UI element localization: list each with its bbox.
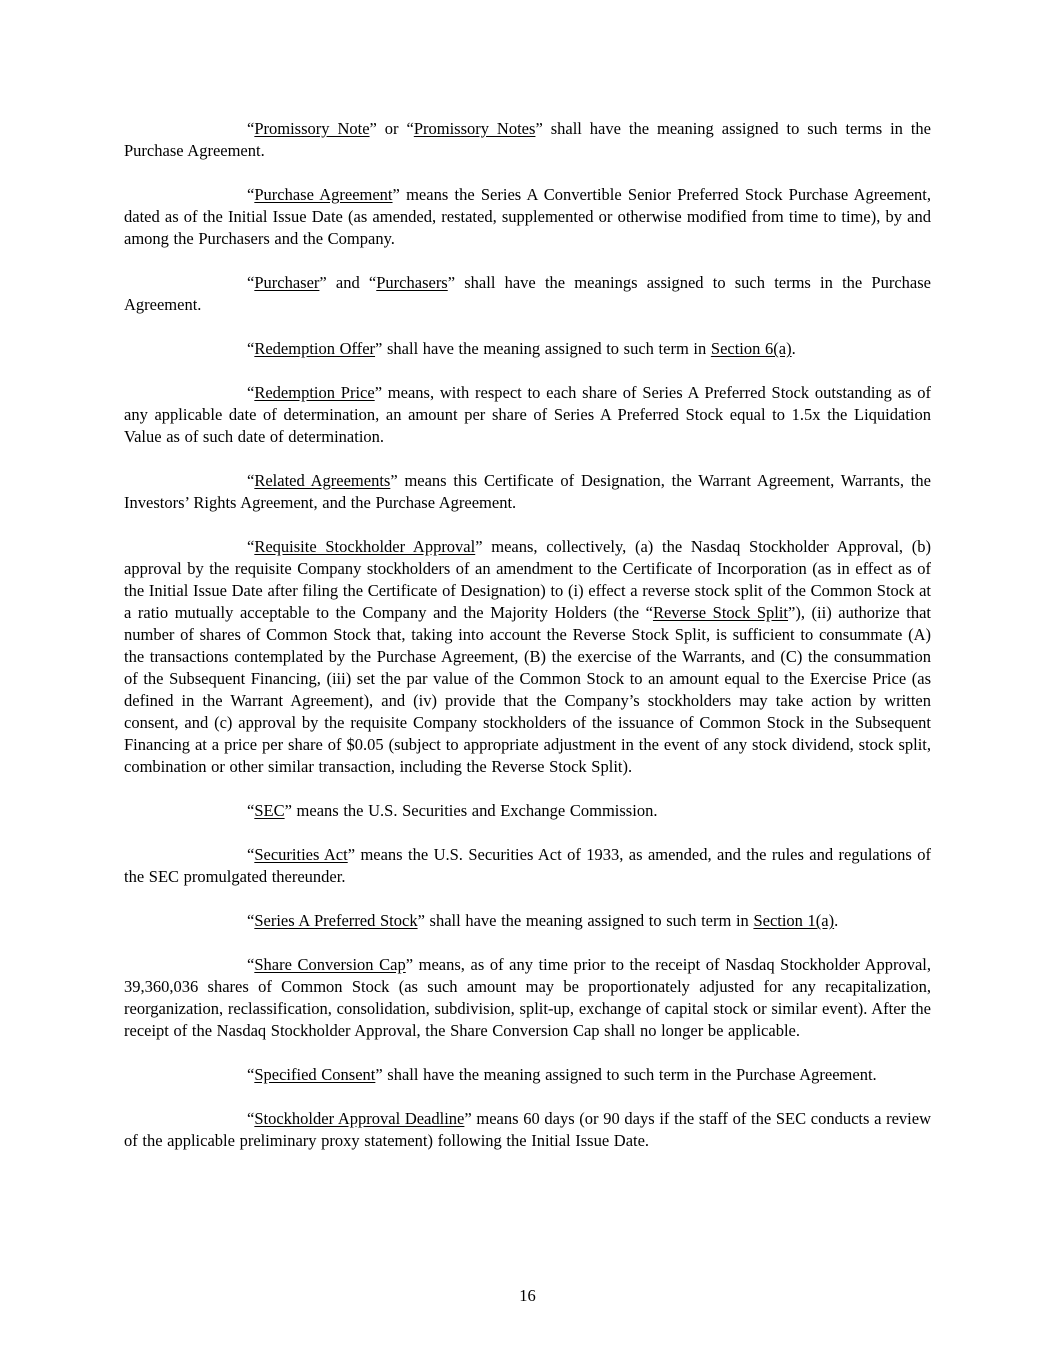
paragraph-text: ” means, as of any time prior to the receipt of Nasdaq Stockholder Approval, 39,360,036 shares of Common Stock (as such amount may be proportionately adjusted for any recapitalization, reorganization, reclassification, consolidation, subdivision, split-up, exchange of capital stock or similar event). After the receipt of the Nasdaq Stockholder Approval, the Share Conversion Cap shall no longer be applicable. [124, 955, 932, 1040]
defined-term: Securities Act [254, 845, 348, 864]
paragraph-text: “ [247, 911, 255, 930]
paragraph-text: “ [247, 801, 255, 820]
paragraph-text: ”), (ii) authorize that number of shares of Common Stock that, taking into account the Reverse Stock Split, is sufficient to consummate (A) the transactions contemplated by the Purchase Agreement, (B) the exercise of the Warrants, and (C) the consummation of the Subsequent Financing, (iii) set the par value of the Common Stock to an amount equal to the Exercise Price (as defined in the Warrant Agreement), and (iv) provide that the Company’s stockholders may take action by written consent, and (c) approval by the requisite Company stockholders of the issuance of Common Stock in the Subsequent Financing at a price per share of $0.05 (subject to appropriate adjustment in the event of any stock dividend, stock split, combination or other similar transaction, including the Reverse Stock Split). [124, 603, 931, 776]
paragraph [124, 1064, 931, 1086]
paragraph-text: ” means 60 days (or 90 days if the staff of the SEC conducts a review of the applicable preliminary proxy statement) following the Initial Issue Date. [124, 1109, 932, 1150]
paragraph-text: ” means, with respect to each share of Series A Preferred Stock outstanding as of any applicable date of determination, an amount per share of Series A Preferred Stock equal to 1.5x the Liquidation Value as of such date of determination. [124, 383, 931, 446]
defined-term: Redemption Offer [254, 339, 376, 358]
defined-term: Related Agreements [254, 471, 391, 490]
defined-term: Requisite Stockholder Approval [254, 537, 476, 556]
paragraph-text: “ [247, 273, 255, 292]
defined-term: Redemption Price [254, 383, 375, 402]
paragraph-text: ” and “ [319, 273, 377, 292]
paragraph [124, 382, 931, 448]
paragraph-text: “ [247, 955, 255, 974]
paragraph-text: “ [247, 537, 255, 556]
paragraph [124, 118, 931, 162]
defined-term: Purchasers [376, 273, 448, 292]
defined-term: Reverse Stock Split [652, 603, 789, 622]
paragraph-text: “ [247, 471, 255, 490]
paragraph-text: ” shall have the meaning assigned to such term in [375, 339, 711, 358]
paragraph [124, 844, 931, 888]
defined-term: Purchase Agreement [254, 185, 393, 204]
defined-term: Promissory Note [254, 119, 370, 138]
defined-term: Stockholder Approval Deadline [254, 1109, 465, 1128]
paragraph-text: “ [247, 1109, 255, 1128]
paragraph-text: “ [247, 845, 255, 864]
paragraph [124, 1108, 931, 1152]
paragraph [124, 470, 931, 514]
paragraph-text: ” shall have the meaning assigned to such term in [417, 911, 754, 930]
paragraph-text: ” shall have the meanings assigned to such terms in the Purchase Agreement. [124, 273, 931, 314]
paragraph [124, 954, 931, 1042]
paragraph-text: . [791, 339, 796, 358]
paragraph [124, 910, 931, 932]
paragraph-text: “ [247, 383, 255, 402]
paragraph-text: ” or “ [369, 119, 414, 138]
paragraph [124, 338, 931, 360]
paragraph [124, 272, 931, 316]
paragraph-text: “ [247, 339, 255, 358]
paragraph [124, 184, 931, 250]
page-number: 16 [519, 1286, 536, 1305]
defined-term: Specified Consent [254, 1065, 376, 1084]
paragraph-text: ” means the U.S. Securities Act of 1933, as amended, and the rules and regulations of the SEC promulgated thereunder. [124, 845, 931, 886]
paragraph-text: ” shall have the meaning assigned to such term in the Purchase Agreement. [375, 1065, 877, 1084]
defined-term: Section 1(a) [753, 911, 835, 930]
defined-term: Section 6(a) [710, 339, 792, 358]
paragraph-text: ” means the Series A Convertible Senior Preferred Stock Purchase Agreement, dated as of the Initial Issue Date (as amended, restated, supplemented or otherwise modified from time to time), by and among the Purchasers and the Company. [124, 185, 931, 248]
paragraph [124, 536, 931, 778]
paragraph-text: “ [247, 119, 255, 138]
paragraph-text: ” means the U.S. Securities and Exchange Commission. [284, 801, 658, 820]
paragraph-text: . [834, 911, 839, 930]
paragraph [124, 800, 931, 822]
paragraph-text: ” means this Certificate of Designation, the Warrant Agreement, Warrants, the Investors’ Rights Agreement, and the Purchase Agreement. [124, 471, 931, 512]
defined-term: Share Conversion Cap [254, 955, 406, 974]
paragraph-text: “ [247, 1065, 255, 1084]
defined-term: Purchaser [254, 273, 320, 292]
paragraphs [124, 118, 931, 1152]
paragraph-text: ” means, collectively, (a) the Nasdaq Stockholder Approval, (b) approval by the requisite Company stockholders of an amendment to the Certificate of Incorporation (as in effect as of the Initial Issue Date after filing the Certificate of Designation) to (i) effect a reverse stock split of the Common Stock at a ratio mutually acceptable to the Company and the Majority Holders (the “ [124, 537, 931, 622]
paragraph-text: ” shall have the meaning assigned to such terms in the Purchase Agreement. [124, 119, 932, 160]
paragraph-text: “ [247, 185, 255, 204]
defined-term: SEC [254, 801, 285, 820]
defined-term: Series A Preferred Stock [254, 911, 418, 930]
defined-term: Promissory Notes [413, 119, 536, 138]
